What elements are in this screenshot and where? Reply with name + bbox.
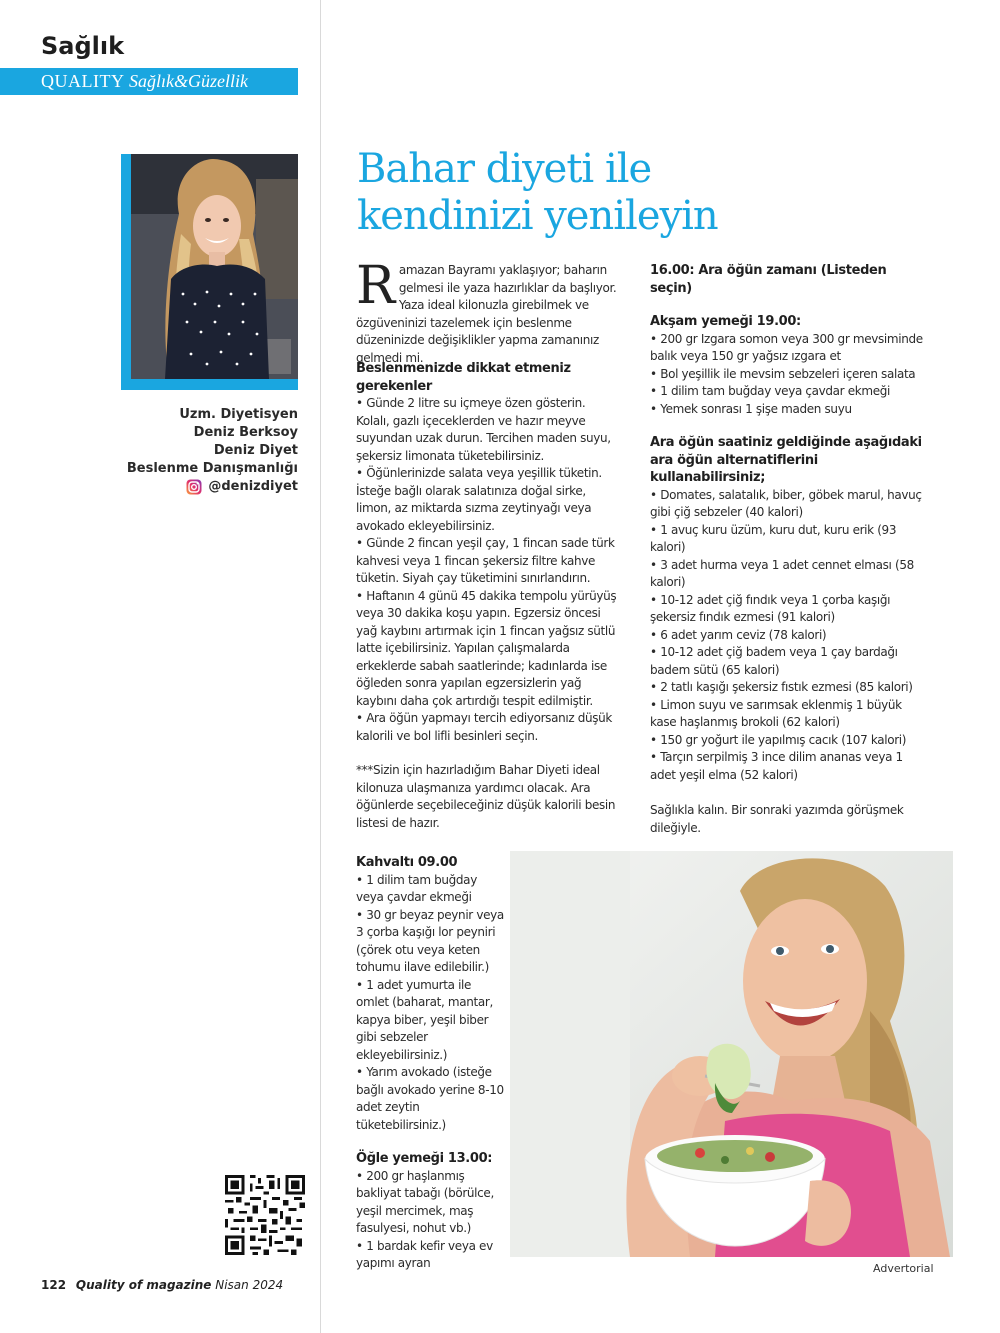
snack-heading: 16.00: Ara öğün zamanı (Listeden seçin)	[650, 263, 887, 296]
breakfast-heading: Kahvaltı 09.00	[356, 855, 458, 870]
closing-text: Sağlıkla kalın. Bir sonraki yazımda görüşmek dileğiyle.	[650, 803, 904, 835]
author-name: Deniz Berksoy	[193, 425, 298, 440]
breakfast-item: • 1 dilim tam buğday veya çavdar ekmeği	[356, 872, 477, 904]
dinner-item: • Bol yeşillik ile mevsim sebzeleri içeren salata	[650, 366, 916, 381]
alternative-item: • 3 adet hurma veya 1 adet cennet elması (58 kalori)	[650, 557, 914, 589]
lunch-heading: Öğle yemeği 13.00:	[356, 1151, 493, 1166]
meal-plan-column	[650, 262, 930, 837]
alternative-item: • 150 gr yoğurt ile yapılmış cacık (107 kalori)	[650, 732, 907, 747]
dinner-item: • 200 gr Izgara somon veya 300 gr mevsiminde balık veya 150 gr yağsız ızgara et	[650, 331, 923, 363]
instagram-icon	[186, 479, 202, 495]
alternative-item: • Limon suyu ve sarımsak eklenmiş 1 büyük kase haşlanmış brokoli (62 kalori)	[650, 697, 902, 729]
breakfast-item: • 30 gr beyaz peynir veya 3 çorba kaşığı lor peyniri (çörek otu veya keten tohumu ilave edilebilir.)	[356, 907, 504, 974]
dinner-item: • Yemek sonrası 1 şişe maden suyu	[650, 401, 852, 416]
tip-item: • Günde 2 litre su içmeye özen gösterin. Kolalı, gazlı içeceklerden ve hazır meyve suyundan uzak durun. Tercihen maden suyu, şekersiz limonata tüketebilirsiniz.	[356, 396, 611, 463]
alternative-item: • 1 avuç kuru üzüm, kuru dut, kuru erik (93 kalori)	[650, 522, 897, 554]
alternatives-heading: Ara öğün saatiniz geldiğinde aşağıdaki ara öğün alternatiflerini kullanabilirsiniz;	[650, 435, 922, 485]
drop-cap: R	[356, 256, 395, 316]
instagram-link[interactable]	[127, 478, 298, 496]
tip-item: • Öğünlerinizde salata veya yeşillik tüketin. İsteğe bağlı olarak salatınıza doğal sirke, limon, az miktarda sızma zeytinyağı veya avokado ekleyebilirsiniz.	[356, 466, 602, 533]
lunch-item: • 1 bardak kefir veya ev yapımı ayran	[356, 1238, 493, 1270]
dinner-heading: Akşam yemeği 19.00:	[650, 314, 801, 329]
issue-date: Nisan 2024	[215, 1278, 284, 1292]
breakfast-item: • 1 adet yumurta ile omlet (baharat, mantar, kapya biber, yeşil biber gibi sebzeler ekleyebilirsiniz.)	[356, 977, 493, 1062]
diet-note: ***Sizin için hazırladığım Bahar Diyeti ideal kilonuza ulaşmanıza yardımcı olacak. Ara öğünlerde seçebileceğiniz düşük kalorili besin listesi de hazır.	[356, 763, 616, 830]
brand-subtitle: Sağlık&Güzellik	[128, 71, 248, 91]
tips-heading: Beslenmenizde dikkat etmeniz gerekenler	[356, 361, 571, 394]
dinner-item: • 1 dilim tam buğday veya çavdar ekmeği	[650, 384, 890, 398]
breakfast-lunch-column	[356, 854, 504, 1273]
alternative-item: • 10-12 adet çiğ badem veya 1 çay bardağı badem sütü (65 kalori)	[650, 645, 898, 677]
intro-text: amazan Bayramı yaklaşıyor; baharın gelmesi ile yaza hazırlıklar da başlıyor. Yaza ideal kilonuzla girebilmek ve özgüveninizi tazelemek için beslenme düzeninizde değişiklikler yapma zamanınız gelmedi mi.	[356, 263, 617, 365]
author-info	[127, 406, 298, 496]
tips-column	[356, 360, 622, 832]
page-number: 122	[41, 1278, 67, 1292]
section-title: Sağlık	[41, 32, 125, 60]
column-divider	[320, 0, 321, 1333]
alternative-item: • Tarçın serpilmiş 3 ince dilim ananas veya 1 adet yeşil elma (52 kalori)	[650, 750, 903, 782]
brand-bar	[0, 68, 298, 95]
instagram-handle: @denizdiyet	[208, 479, 298, 494]
author-company-line2: Beslenme Danışmanlığı	[126, 461, 298, 476]
advertorial-label: Advertorial	[873, 1262, 934, 1275]
author-portrait	[121, 154, 298, 390]
alternative-item: • 2 tatlı kaşığı şekersiz fıstık ezmesi (85 kalori)	[650, 680, 913, 694]
author-company: Deniz Diyet	[213, 443, 298, 458]
alternative-item: • 6 adet yarım ceviz (78 kalori)	[650, 627, 827, 642]
title-line-1: Bahar diyeti ile	[357, 146, 652, 192]
brand-name: QUALITY	[41, 71, 125, 91]
intro-paragraph	[356, 256, 622, 367]
article-title	[357, 146, 977, 240]
breakfast-item: • Yarım avokado (isteğe bağlı avokado yerine 8-10 adet zeytin tüketebilirsiniz.)	[356, 1065, 504, 1132]
tip-item: • Haftanın 4 günü 45 dakika tempolu yürüyüş veya 30 dakika koşu yapın. Egzersiz öncesi yağ kaybını artırmak için 1 fincan yağsız sütlü latte içebilirsiniz. Yapılan çalışmalarda erkeklerde sabah saatlerinde; kadınlarda ise öğleden sonra yapılan egzersizlerin yağ kaybını daha çok artırdığı tespit edilmiştir.	[356, 588, 617, 708]
lunch-item: • 200 gr haşlanmış bakliyat tabağı (börülce, yeşil mercimek, maş fasulyesi, nohut vb.)	[356, 1168, 494, 1235]
tip-item: • Günde 2 fincan yeşil çay, 1 fincan sade türk kahvesi veya 1 fincan şekersiz filtre kahve tüketin. Siyah çay tüketimini sınırlandırın.	[356, 536, 615, 585]
title-line-2: kendinizi yenileyin	[357, 193, 718, 239]
page-footer	[41, 1278, 283, 1292]
magazine-name: Quality of magazine	[75, 1278, 212, 1292]
woman-eating-salad-photo	[510, 851, 953, 1257]
qr-code[interactable]	[225, 1175, 305, 1255]
tip-item: • Ara öğün yapmayı tercih ediyorsanız düşük kalorili ve bol lifli besinleri seçin.	[356, 711, 613, 743]
author-title: Uzm. Diyetisyen	[179, 407, 298, 422]
alternative-item: • 10-12 adet çiğ fındık veya 1 çorba kaşığı şekersiz fındık ezmesi (91 kalori)	[650, 592, 891, 624]
alternative-item: • Domates, salatalık, biber, göbek marul, havuç gibi çiğ sebzeler (40 kalori)	[650, 487, 922, 519]
